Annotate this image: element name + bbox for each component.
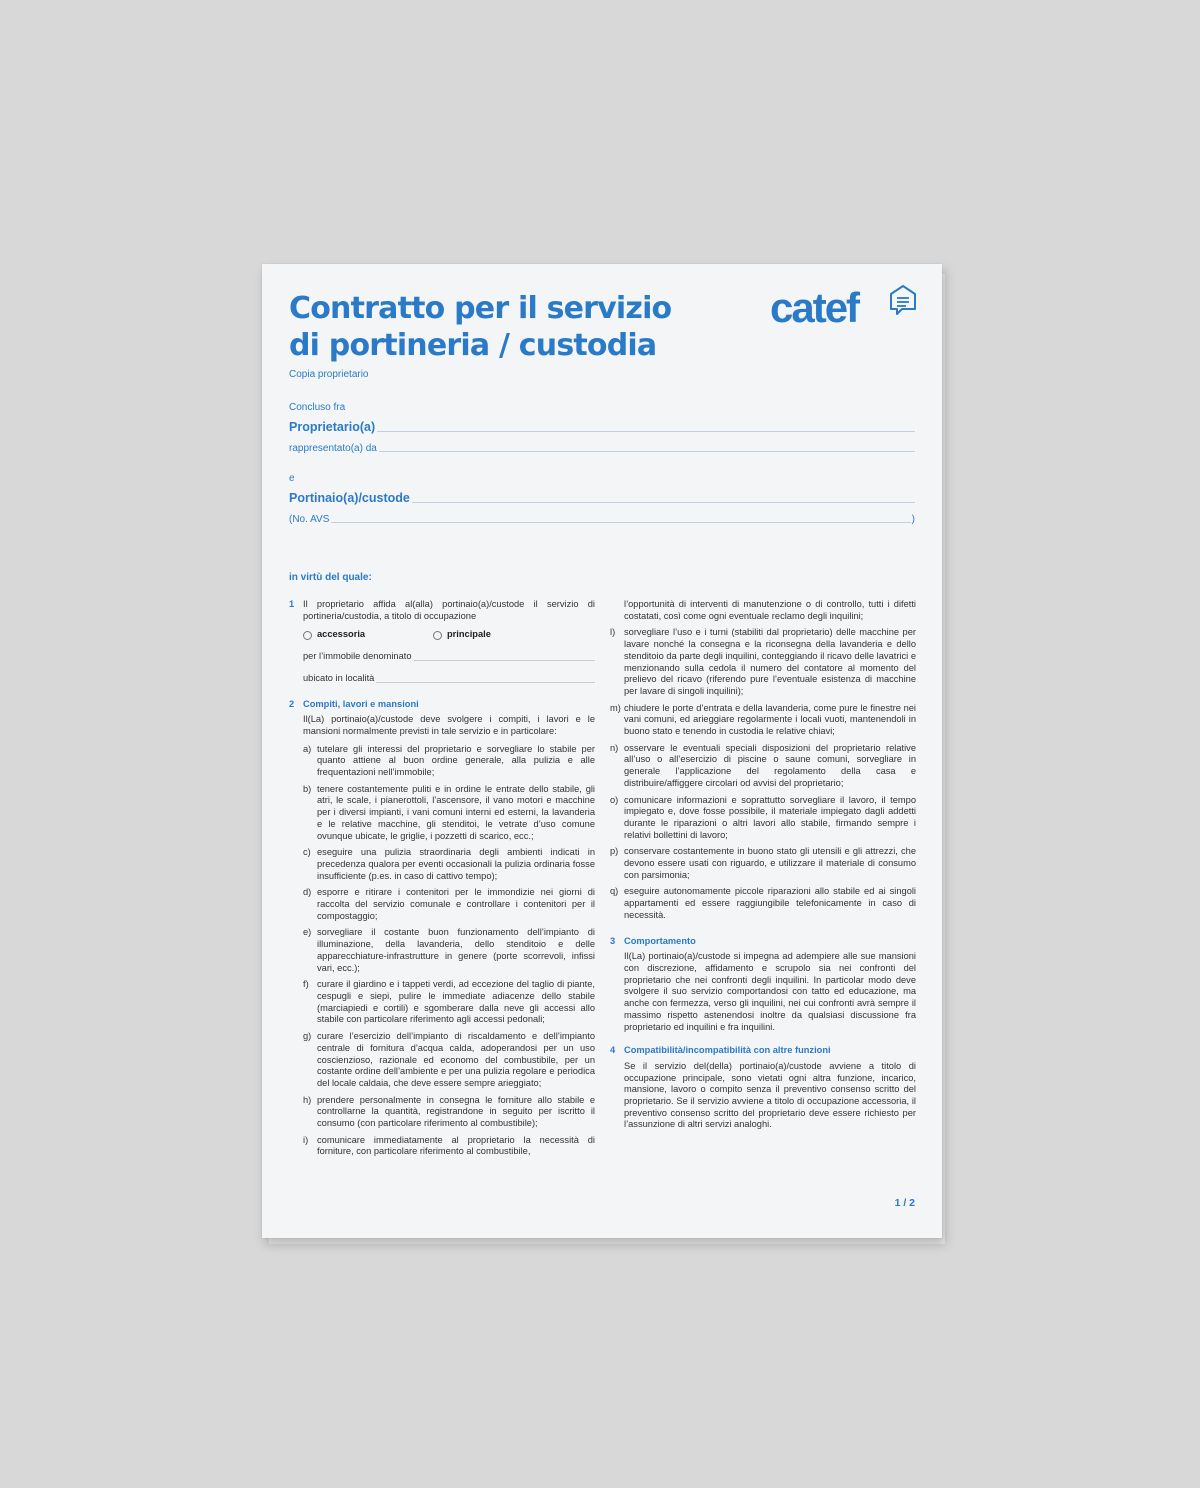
occupation-options	[303, 629, 595, 641]
logo-text: catef	[770, 284, 859, 331]
section-3-text: Il(La) portinaio(a)/custode si impegna ad adempiere alle sue mansioni con discrezione, affidamento e scrupolo sia nei confronti del proprietario che nei confronti degli inquilini. In particolar modo deve svolgere il suo servizio comportandosi con tatto ed educazione, ma anche con fermezza, verso gli inquilini, nei cui confronti avrà sempre il massimo rispetto astenendosi inoltre da qualsiasi discussione fra proprietario ed inquilini e fra inquilini.	[624, 951, 916, 1032]
left-column	[289, 599, 595, 1166]
section-4	[610, 1045, 916, 1131]
section-2-intro: Il(La) portinaio(a)/custode deve svolgere i compiti, i lavori e le mansioni normalmente previsti in tale servizio e in particolare:	[303, 714, 595, 736]
item-key: f)	[303, 979, 309, 990]
item-key: p)	[610, 846, 619, 857]
localita-label: ubicato in località	[303, 672, 375, 683]
document-title	[289, 290, 671, 364]
item-text: sorvegliare l’uso e i turni (stabiliti dal proprietario) delle macchine per lavare nonché la consegna e la riconsegna della lavanderia e dello stenditoio da parte degli inquilini, conteggiando il ricavo delle lavatrici e menzionando sulla cedola il numero del contatore al momento del prelievo del ricavo (riferendo pure l’eventuale esistenza di macchine per lavare di singoli inquilini);	[624, 627, 916, 696]
right-column	[610, 599, 916, 1139]
section-2-title: Compiti, lavori e mansioni	[303, 698, 419, 709]
item-text: eseguire autonomamente piccole riparazioni allo stabile ed ai singoli appartamenti ed essere raggiungibile telefonicamente in caso di necessità.	[624, 886, 916, 920]
section-1-text: Il proprietario affida al(alla) portinaio(a)/custode il servizio di portineria/custodia, a titolo di occupazione	[303, 599, 595, 621]
section-3-title: Comportamento	[624, 935, 696, 946]
item-key: i)	[303, 1134, 309, 1145]
proprietario-label: Proprietario(a)	[289, 420, 376, 434]
page-number: 1 / 2	[894, 1197, 915, 1209]
section-2	[289, 699, 595, 1159]
item-text: tutelare gli interessi del proprietario e sorvegliare lo stabile per quanto attiene al buon ordine generale, alla pulizia e alle frequentazioni nell’immobile;	[317, 743, 595, 778]
portinaio-field[interactable]	[289, 491, 915, 505]
option-accessoria-label: accessoria	[317, 629, 366, 640]
portinaio-line[interactable]	[412, 502, 915, 503]
section-number: 3	[610, 935, 616, 946]
item-text: osservare le eventuali speciali disposizioni del proprietario relative all’uso o all’esercizio di piscine o saune comuni, sorvegliare in generale l’applicazione del regolamento della casa e distribuire/affiggere circolari od avvisi del proprietario;	[624, 742, 916, 788]
item-text: prendere personalmente in consegna le forniture allo stabile e controllarne la quantità, registrandone in seguito per iscritto il consumo (con particolare riferimento al combustibile);	[317, 1094, 595, 1129]
item-key: m)	[610, 702, 621, 713]
proprietario-line[interactable]	[377, 431, 915, 432]
section-3	[610, 936, 916, 1034]
immobile-field[interactable]	[303, 651, 595, 663]
list-item	[303, 784, 595, 843]
item-key: a)	[303, 743, 312, 754]
avs-label: (No. AVS	[289, 514, 330, 525]
rappresentato-line[interactable]	[379, 451, 915, 452]
item-key: e)	[303, 927, 312, 938]
section-number: 1	[289, 599, 295, 609]
title-line-2: di portineria / custodia	[289, 328, 657, 363]
list-item	[610, 795, 916, 842]
item-key: q)	[610, 886, 619, 897]
section-1	[289, 599, 595, 685]
section-4-title: Compatibilità/incompatibilità con altre funzioni	[624, 1045, 831, 1056]
proprietario-field[interactable]	[289, 420, 915, 434]
item-key: g)	[303, 1031, 312, 1042]
list-item	[303, 887, 595, 922]
e-label: e	[289, 473, 295, 484]
option-principale-label: principale	[447, 629, 491, 640]
item-key: h)	[303, 1094, 312, 1105]
localita-field[interactable]	[303, 673, 595, 685]
document-page	[262, 264, 942, 1238]
avs-line[interactable]	[331, 522, 910, 523]
list-item	[610, 846, 916, 881]
item-text: sorvegliare il costante buon funzionamento dell’impianto di illuminazione, della lavanderia, dello stenditoio e delle apparecchiature-infrastrutture in genere (porte scorrevoli, infissi vari, ecc.);	[317, 927, 595, 973]
radio-principale[interactable]	[433, 631, 442, 640]
speech-bubble-icon	[888, 284, 918, 316]
avs-close: )	[911, 514, 915, 525]
item-key: n)	[610, 742, 619, 753]
list-item	[303, 744, 595, 779]
section-number: 4	[610, 1045, 616, 1056]
rappresentato-field[interactable]	[289, 443, 915, 454]
immobile-label: per l’immobile denominato	[303, 651, 412, 662]
item-key: o)	[610, 794, 619, 805]
list-item	[610, 743, 916, 790]
item-text: conservare costantemente in buono stato gli utensili e gli attrezzi, che devono essere usati con riguardo, e utilizzare il materiale di consumo con parsimonia;	[624, 846, 916, 880]
portinaio-label: Portinaio(a)/custode	[289, 491, 410, 505]
item-text: esporre e ritirare i contenitori per le immondizie nei giorni di raccolta del servizio comunale e controllare i contenitori per il compostaggio;	[317, 887, 595, 921]
rappresentato-label: rappresentato(a) da	[289, 443, 377, 454]
section-4-text: Se il servizio del(della) portinaio(a)/custode avviene a titolo di occupazione principale, sono vietati ogni altra funzione, incarico, mansione, lavoro o compito senza il preventivo consenso scritto del proprietario. Se il servizio avviene a titolo di occupazione accessoria, il preventivo consenso scritto del proprietario deve essere richiesto per l’assunzione di altri servizi analoghi.	[624, 1060, 916, 1130]
radio-accessoria[interactable]	[303, 631, 312, 640]
item-text: eseguire una pulizia straordinaria degli ambienti indicati in precedenza qualora per eventi occasionali la pulizia ordinaria fosse insufficiente (p.es. in caso di cattivo tempo);	[317, 847, 595, 881]
item-key: l)	[610, 627, 616, 638]
option-accessoria[interactable]	[303, 629, 433, 641]
list-item	[303, 979, 595, 1026]
item-text: comunicare immediatamente al proprietario la necessità di forniture, con particolare riferimento al combustibile,	[317, 1134, 595, 1157]
avs-field[interactable]	[289, 514, 915, 525]
virtu-heading: in virtù del quale:	[289, 572, 372, 583]
item-text: curare il giardino e i tappeti verdi, ad eccezione del taglio di piante, cespugli e siepi, pulire le immediate adiacenze dello stabile (marciapiedi e cortili) e sgomberare dalla neve gli accessi allo stabile con particolare riferimento agli accessi pedonali;	[317, 979, 595, 1025]
option-principale[interactable]	[433, 629, 563, 641]
list-item	[303, 1095, 595, 1130]
item-text: comunicare informazioni e soprattutto sorvegliare il lavoro, il tempo impiegato e, dove fosse possibile, il materiale impiegato dagli addetti durante le riparazioni o altri lavori allo stabile, firmando sempre i relativi bollettini di lavoro;	[624, 794, 916, 840]
item-key: d)	[303, 887, 312, 898]
section-number: 2	[289, 698, 295, 709]
concluso-fra-label: Concluso fra	[289, 402, 346, 413]
item-text: tenere costantemente puliti e in ordine le entrate dello stabile, gli atri, le scale, i pianerottoli, l’ascensore, il vano motori e macchine per i diversi impianti, i vani comuni interni ed esterni, la lavanderia e le relative macchine, gli stenditoi, le vetrate d’uso comune ovunque ubicate, le griglie, i pozzetti di scarico, ecc.;	[317, 783, 595, 841]
list-item	[303, 847, 595, 882]
list-item	[610, 886, 916, 921]
item-key: c)	[303, 847, 311, 858]
localita-line[interactable]	[376, 682, 595, 683]
item-text: curare l’esercizio dell’impianto di riscaldamento e dell’impianto centrale di fornitura d’acqua calda, adoperandosi per un uso coscienzioso, razionale ed economo del combustibile, per un costante ordine dell’ambiente e per una pulizia regolare e periodica del locale caldaia, che deve essere sempre arieggiato;	[317, 1031, 595, 1088]
item-i-continuation: l’opportunità di interventi di manutenzione o di controllo, tutti i difetti costatati, così come ogni eventuale reclamo degli inquilini;	[624, 599, 916, 621]
list-item	[303, 927, 595, 974]
catef-logo	[770, 284, 918, 334]
list-item	[303, 1031, 595, 1090]
item-text: chiudere le porte d’entrata e della lavanderia, come pure le finestre nei vani comuni, ed arieggiare regolarmente i locali vuoti, mantenendoli in buono stato e tenendo in custodia le relative chiavi;	[624, 702, 916, 737]
copy-label: Copia proprietario	[289, 369, 369, 380]
title-line-1: Contratto per il servizio	[289, 291, 672, 326]
list-item	[610, 627, 916, 697]
item-key: b)	[303, 783, 312, 794]
list-item	[610, 703, 916, 738]
immobile-line[interactable]	[414, 660, 595, 661]
list-item	[303, 1135, 595, 1158]
